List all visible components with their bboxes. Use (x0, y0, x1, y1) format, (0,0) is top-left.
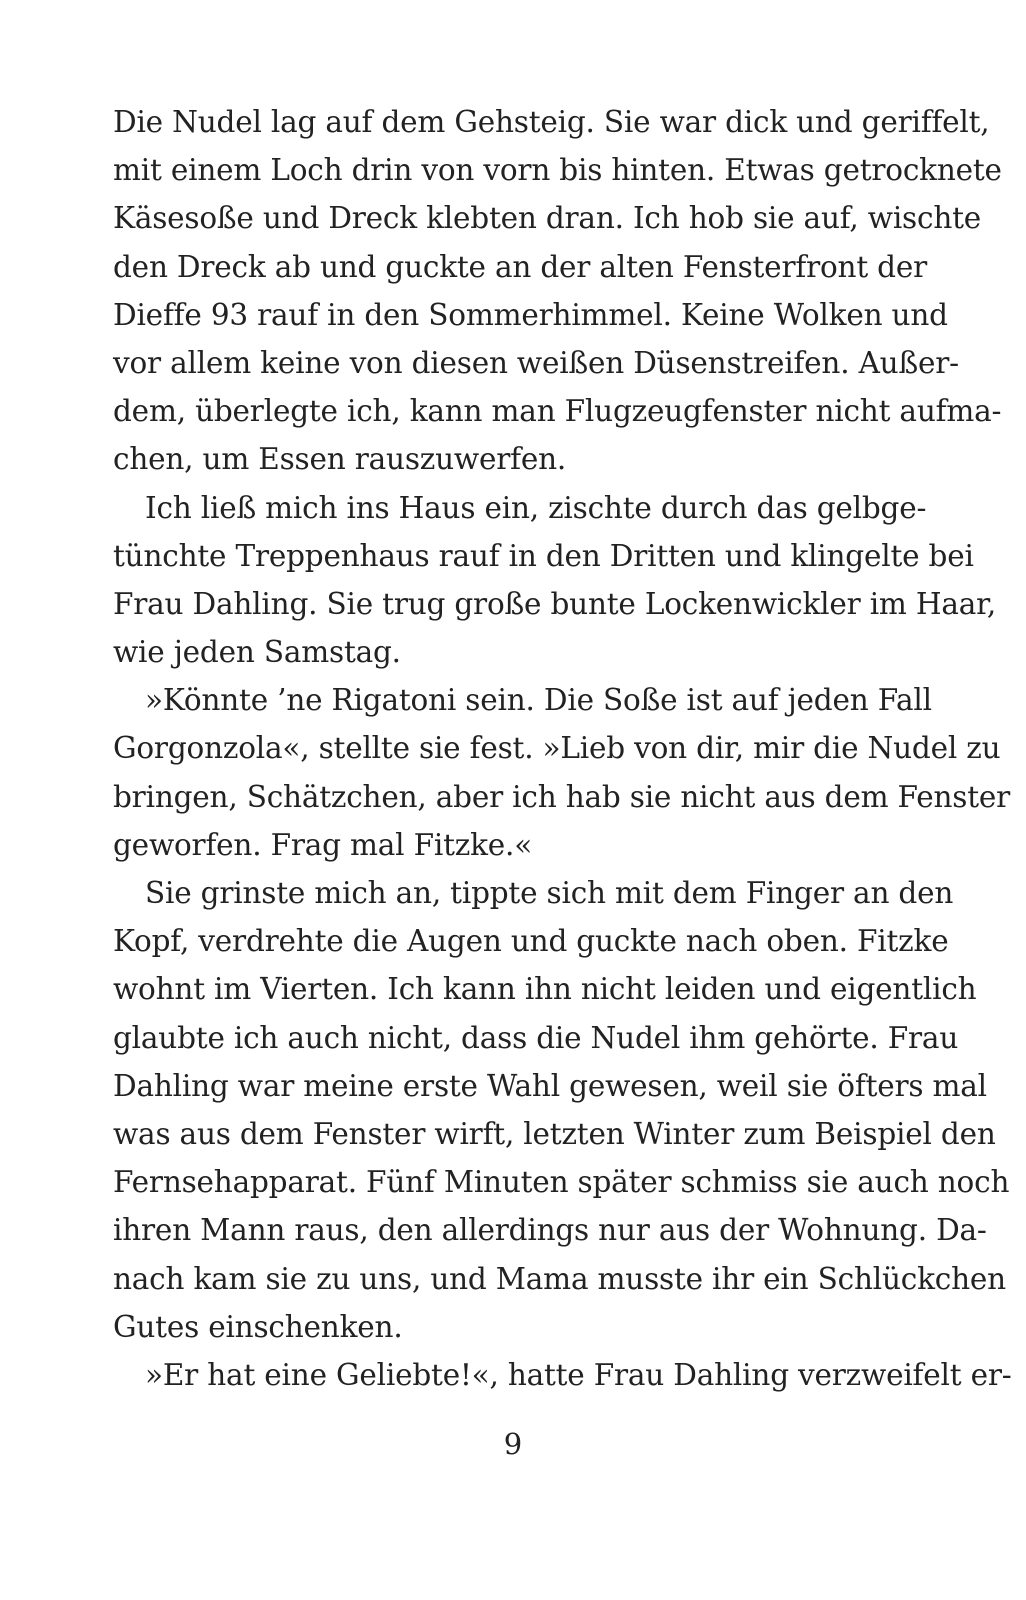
text-line: vor allem keine von diesen weißen Düsenstreifen. Außer- (113, 345, 959, 380)
text-line: bringen, Schätzchen, aber ich hab sie nicht aus dem Fenster (113, 779, 1011, 814)
text-line: Käsesoße und Dreck klebten dran. Ich hob sie auf, wischte (113, 201, 982, 236)
text-line: Gorgonzola«, stellte sie fest. »Lieb von dir, mir die Nudel zu (113, 731, 1001, 766)
text-line: glaubte ich auch nicht, dass die Nudel ihm gehörte. Frau (113, 1020, 959, 1055)
text-line: Frau Dahling. Sie trug große bunte Lockenwickler im Haar, (113, 586, 997, 621)
text-line: Dahling war meine erste Wahl gewesen, weil sie öfters mal (113, 1068, 987, 1103)
text-line: »Könnte ’ne Rigatoni sein. Die Soße ist auf jeden Fall (145, 683, 932, 718)
text-line: »Er hat eine Geliebte!«, hatte Frau Dahling verzweifelt er- (145, 1357, 1012, 1392)
text-line: ihren Mann raus, den allerdings nur aus der Wohnung. Da- (113, 1213, 987, 1248)
text-line: geworfen. Frag mal Fitzke.« (113, 827, 533, 862)
text-line: was aus dem Fenster wirft, letzten Winter zum Beispiel den (113, 1116, 996, 1151)
text-line: den Dreck ab und guckte an der alten Fensterfront der (113, 249, 928, 284)
text-line: Die Nudel lag auf dem Gehsteig. Sie war dick und geriffelt, (113, 105, 990, 139)
body-text (113, 98, 1012, 1399)
text-line: Sie grinste mich an, tippte sich mit dem Finger an den (145, 876, 954, 910)
text-line: Fernsehapparat. Fünf Minuten später schmiss sie auch noch (113, 1165, 1010, 1200)
text-line: Kopf, verdrehte die Augen und guckte nach oben. Fitzke (113, 924, 949, 959)
text-line: wohnt im Vierten. Ich kann ihn nicht leiden und eigentlich (113, 972, 977, 1007)
page-number: 9 (503, 1427, 523, 1461)
text-line: chen, um Essen rauszuwerfen. (113, 442, 567, 477)
text-line: Ich ließ mich ins Haus ein, zischte durch das gelbge- (145, 490, 927, 525)
text-line: tünchte Treppenhaus rauf in den Dritten und klingelte bei (113, 538, 974, 573)
text-line: dem, überlegte ich, kann man Flugzeugfenster nicht aufma- (113, 394, 1002, 429)
text-line: Dieffe 93 rauf in den Sommerhimmel. Keine Wolken und (113, 297, 948, 332)
text-line: Gutes einschenken. (113, 1309, 403, 1344)
text-line: mit einem Loch drin von vorn bis hinten. Etwas getrocknete (113, 153, 1002, 188)
text-line: nach kam sie zu uns, und Mama musste ihr ein Schlückchen (113, 1261, 1006, 1296)
text-line: wie jeden Samstag. (113, 635, 401, 670)
